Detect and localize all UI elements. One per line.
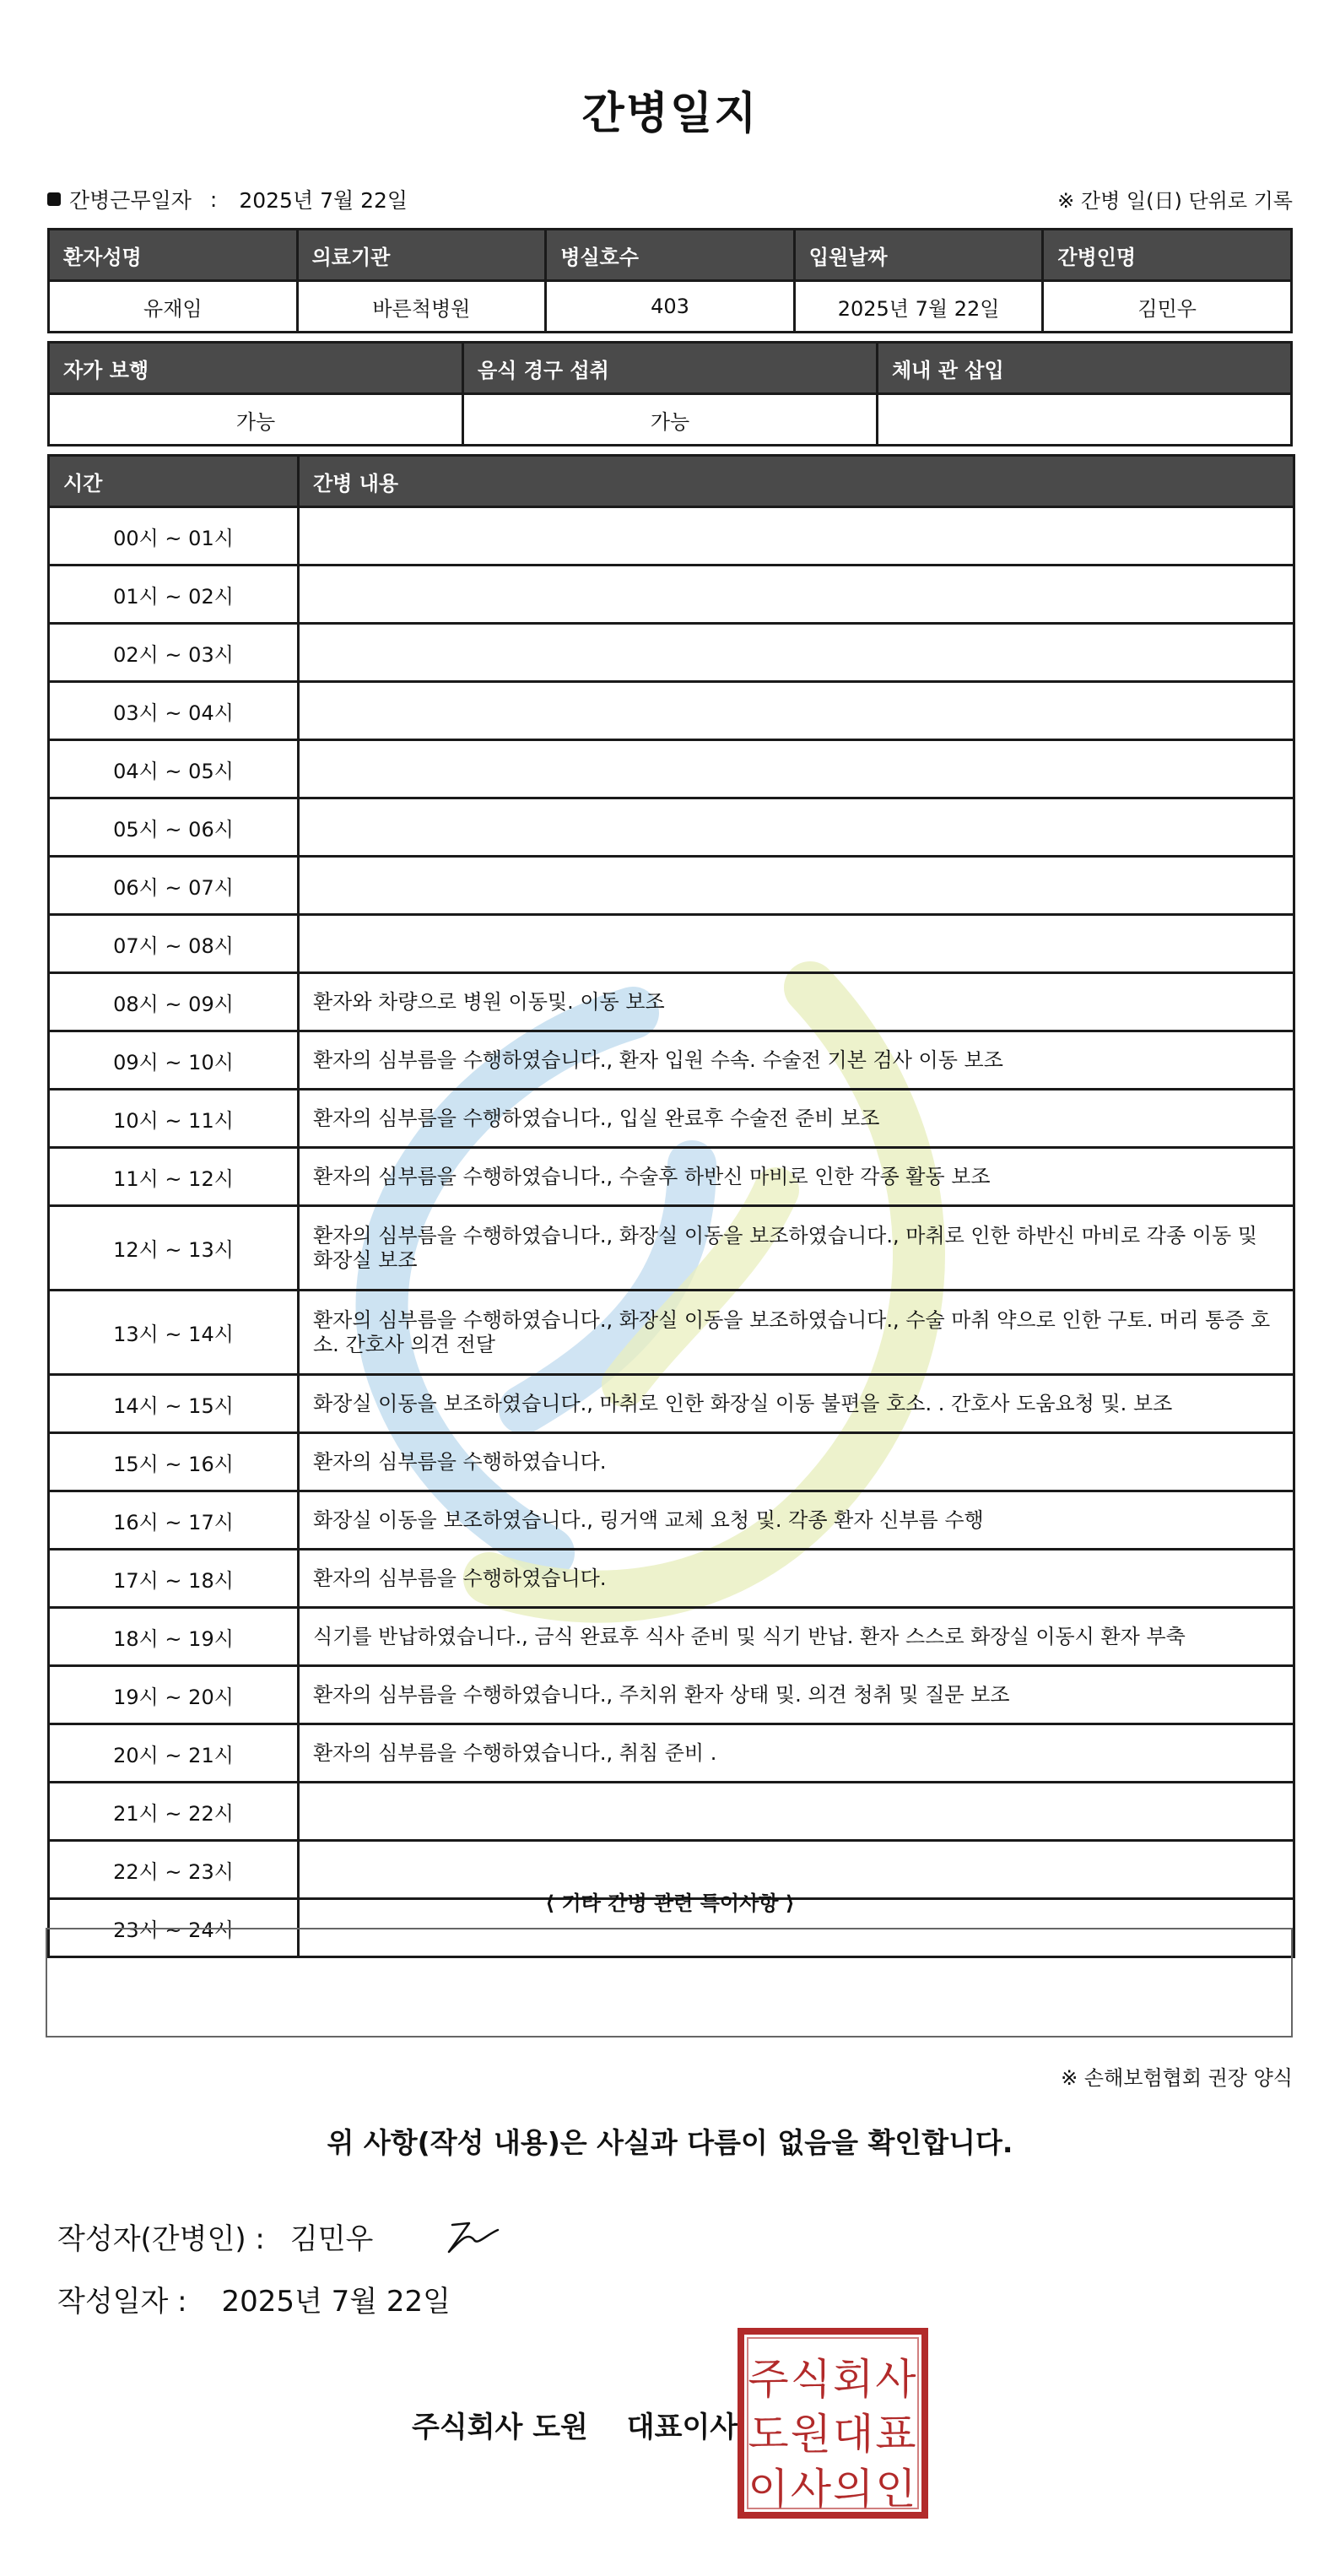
special-notes-title: ⟨ 기타 간병 관련 특이사항 ⟩ [545, 1891, 795, 1915]
square-bullet-icon [47, 192, 61, 206]
author-name: 김민우 [289, 2222, 374, 2256]
schedule-row [49, 1090, 1294, 1148]
svg-text:주식회사: 주식회사 [748, 2355, 918, 2404]
schedule-time: 22시 ~ 23시 [49, 1841, 299, 1899]
special-notes-box [46, 1928, 1293, 2038]
recommend-note: ※ 손해보험협회 권장 양식 [1061, 2066, 1293, 2090]
header-patient-name: 환자성명 [49, 230, 298, 281]
schedule-note: 식기를 반납하였습니다., 금식 완료후 식사 준비 및 식기 반납. 환자 스스로 화장실 이동시 환자 부축 [299, 1608, 1294, 1666]
schedule-note: 환자의 심부름을 수행하였습니다., 화장실 이동을 보조하였습니다., 수술 마취 약으로 인한 구토. 머리 통증 호소. 간호사 의견 전달 [299, 1291, 1294, 1375]
schedule-time: 04시 ~ 05시 [49, 740, 299, 798]
written-date-row [57, 2278, 451, 2319]
svg-text:도원대표: 도원대표 [748, 2410, 918, 2459]
schedule-time: 21시 ~ 22시 [49, 1783, 299, 1841]
schedule-row [49, 973, 1294, 1031]
schedule-note [299, 857, 1294, 915]
schedule-time: 10시 ~ 11시 [49, 1090, 299, 1148]
schedule-time: 03시 ~ 04시 [49, 682, 299, 740]
author-row [57, 2215, 503, 2257]
signature-image [427, 2215, 503, 2257]
schedule-row [49, 624, 1294, 682]
company-ceo-title: 대표이사 [626, 2411, 738, 2444]
schedule-time: 14시 ~ 15시 [49, 1375, 299, 1433]
schedule-note [299, 507, 1294, 566]
schedule-row [49, 566, 1294, 624]
schedule-time: 13시 ~ 14시 [49, 1291, 299, 1375]
schedule-note: 환자의 심부름을 수행하였습니다. [299, 1433, 1294, 1491]
schedule-row [49, 857, 1294, 915]
schedule-row [49, 1375, 1294, 1433]
header-room: 병실호수 [546, 230, 795, 281]
schedule-row [49, 798, 1294, 857]
schedule-row [49, 1724, 1294, 1783]
care-schedule-table [47, 454, 1295, 1958]
schedule-note [299, 682, 1294, 740]
admission-date: 2025년 7월 22일 [794, 281, 1043, 333]
schedule-time: 16시 ~ 17시 [49, 1491, 299, 1550]
schedule-time: 23시 ~ 24시 [49, 1899, 299, 1957]
header-walking: 자가 보행 [49, 343, 463, 394]
schedule-note [299, 1783, 1294, 1841]
schedule-note [299, 798, 1294, 857]
schedule-note: 환자의 심부름을 수행하였습니다., 수술후 하반신 마비로 인한 각종 활동 보조 [299, 1148, 1294, 1206]
schedule-time: 09시 ~ 10시 [49, 1031, 299, 1090]
header-admission-date: 입원날짜 [794, 230, 1043, 281]
schedule-note [299, 566, 1294, 624]
company-signature [412, 2404, 738, 2445]
schedule-row [49, 1433, 1294, 1491]
patient-name: 유재임 [49, 281, 298, 333]
schedule-row [49, 1783, 1294, 1841]
hospital-name: 바른척병원 [297, 281, 546, 333]
schedule-row [49, 915, 1294, 973]
schedule-row [49, 1550, 1294, 1608]
schedule-time: 12시 ~ 13시 [49, 1206, 299, 1291]
schedule-row [49, 1148, 1294, 1206]
schedule-time: 11시 ~ 12시 [49, 1148, 299, 1206]
schedule-row [49, 1291, 1294, 1375]
schedule-time: 17시 ~ 18시 [49, 1550, 299, 1608]
company-name: 주식회사 도원 [412, 2411, 588, 2444]
header-time: 시간 [49, 456, 299, 507]
work-date [47, 184, 408, 214]
schedule-row [49, 1491, 1294, 1550]
schedule-note: 환자의 심부름을 수행하였습니다., 입실 완료후 수술전 준비 보조 [299, 1090, 1294, 1148]
schedule-note [299, 740, 1294, 798]
schedule-time: 01시 ~ 02시 [49, 566, 299, 624]
schedule-note: 화장실 이동을 보조하였습니다., 링거액 교체 요청 및. 각종 환자 신부름 수행 [299, 1491, 1294, 1550]
oral-intake-value: 가능 [463, 394, 878, 446]
work-date-separator: : [209, 187, 218, 212]
schedule-row [49, 1206, 1294, 1291]
record-note: ※ 간병 일(日) 단위로 기록 [1057, 189, 1293, 213]
page-title: 간병일지 [581, 89, 759, 139]
caregiver-name: 김민우 [1043, 281, 1292, 333]
schedule-note: 환자의 심부름을 수행하였습니다., 화장실 이동을 보조하였습니다., 마취로 인한 하반신 마비로 각종 이동 및 화장실 보조 [299, 1206, 1294, 1291]
header-hospital: 의료기관 [297, 230, 546, 281]
schedule-note: 환자와 차량으로 병원 이동및. 이동 보조 [299, 973, 1294, 1031]
schedule-note: 환자의 심부름을 수행하였습니다. [299, 1550, 1294, 1608]
schedule-time: 05시 ~ 06시 [49, 798, 299, 857]
work-date-value: 2025년 7월 22일 [239, 188, 408, 213]
schedule-note: 환자의 심부름을 수행하였습니다., 취침 준비 . [299, 1724, 1294, 1783]
schedule-time: 20시 ~ 21시 [49, 1724, 299, 1783]
schedule-row [49, 1031, 1294, 1090]
schedule-time: 19시 ~ 20시 [49, 1666, 299, 1724]
schedule-note: 환자의 심부름을 수행하였습니다., 환자 입원 수속. 수술전 기본 검사 이동 보조 [299, 1031, 1294, 1090]
confirm-statement: 위 사항(작성 내용)은 사실과 다름이 없음을 확인합니다. [327, 2126, 1013, 2159]
author-label: 작성자(간병인) : [57, 2222, 265, 2256]
work-date-label: 간병근무일자 [69, 188, 192, 213]
room-number: 403 [546, 281, 795, 333]
written-date-value: 2025년 7월 22일 [221, 2285, 451, 2319]
tube-insertion-value [878, 394, 1292, 446]
patient-status-table [47, 341, 1293, 446]
schedule-row [49, 1666, 1294, 1724]
schedule-time: 00시 ~ 01시 [49, 507, 299, 566]
schedule-time: 15시 ~ 16시 [49, 1433, 299, 1491]
header-caregiver-name: 간병인명 [1043, 230, 1292, 281]
header-oral-intake: 음식 경구 섭취 [463, 343, 878, 394]
schedule-row [49, 507, 1294, 566]
schedule-row [49, 1608, 1294, 1666]
schedule-time: 08시 ~ 09시 [49, 973, 299, 1031]
written-date-label: 작성일자 : [57, 2285, 187, 2319]
header-tube-insertion: 체내 관 삽입 [878, 343, 1292, 394]
walking-value: 가능 [49, 394, 463, 446]
schedule-note: 화장실 이동을 보조하였습니다., 마취로 인한 화장실 이동 불편을 호소. . 간호사 도움요청 및. 보조 [299, 1375, 1294, 1433]
patient-info-table [47, 228, 1293, 333]
schedule-note [299, 915, 1294, 973]
schedule-time: 06시 ~ 07시 [49, 857, 299, 915]
header-care-content: 간병 내용 [299, 456, 1294, 507]
schedule-row [49, 682, 1294, 740]
company-seal-stamp [736, 2326, 930, 2520]
schedule-time: 18시 ~ 19시 [49, 1608, 299, 1666]
schedule-time: 02시 ~ 03시 [49, 624, 299, 682]
schedule-row [49, 740, 1294, 798]
schedule-note [299, 624, 1294, 682]
svg-text:이사의인: 이사의인 [748, 2465, 918, 2514]
schedule-note: 환자의 심부름을 수행하였습니다., 주치위 환자 상태 및. 의견 청취 및 질문 보조 [299, 1666, 1294, 1724]
schedule-time: 07시 ~ 08시 [49, 915, 299, 973]
